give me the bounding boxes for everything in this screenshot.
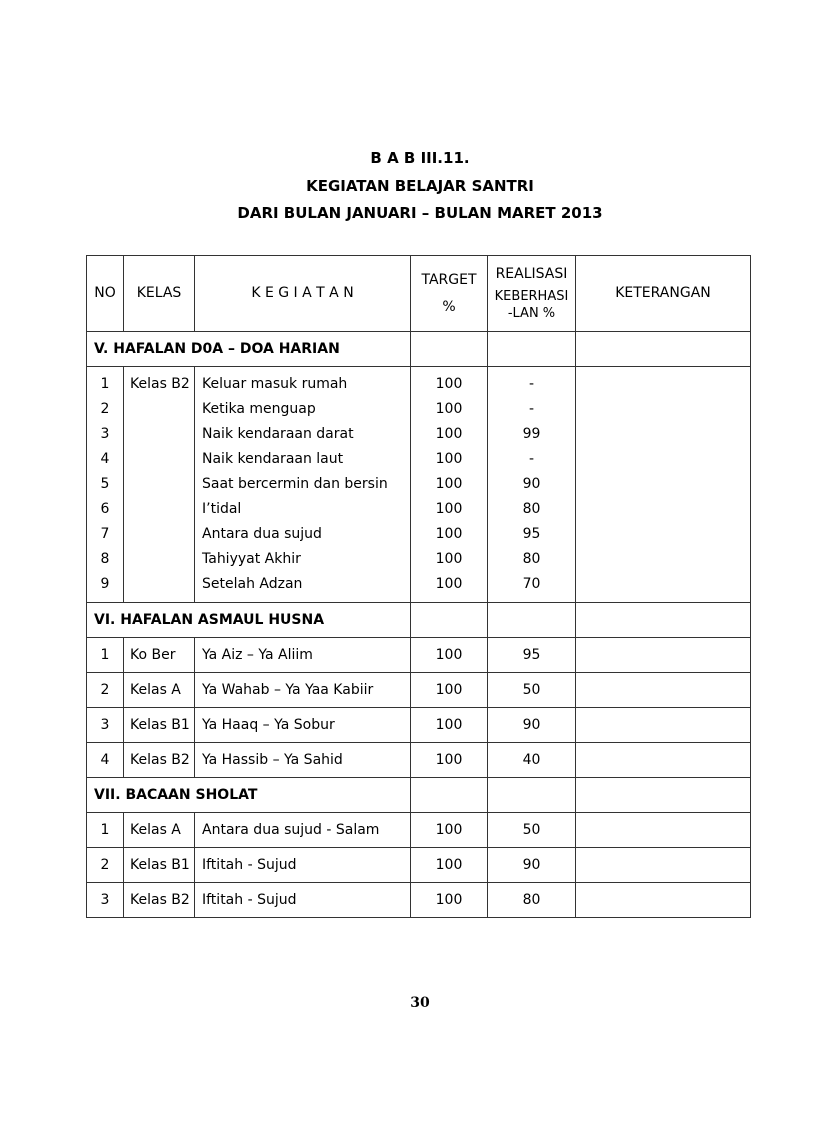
- cell-target: 100: [435, 476, 463, 492]
- cell-kelas: Kelas B1: [124, 848, 195, 883]
- table-row: [87, 708, 751, 743]
- page-number: 30: [410, 995, 430, 1011]
- header-no: NO: [87, 256, 124, 332]
- table-row: [87, 638, 751, 673]
- cell-target: 100: [435, 501, 463, 517]
- cell-target: 100: [435, 426, 463, 442]
- cell-no: 4: [100, 451, 110, 467]
- cell-no: 3: [100, 426, 110, 442]
- no-column: [87, 367, 124, 603]
- cell-no: 1: [87, 813, 124, 848]
- header-target-unit: %: [442, 298, 456, 315]
- cell-keterangan: [576, 638, 751, 673]
- section-title: V. HAFALAN D0A – DOA HARIAN: [87, 332, 411, 367]
- cell-kelas: Kelas A: [124, 673, 195, 708]
- cell-no: 7: [100, 526, 110, 542]
- cell-keterangan: [576, 367, 751, 603]
- cell-kelas: Kelas B1: [124, 708, 195, 743]
- header-realisasi-line2: KEBERHASI: [494, 288, 569, 304]
- cell-target: 100: [411, 673, 488, 708]
- cell-kegiatan: Setelah Adzan: [202, 576, 303, 592]
- cell-realisasi: 90: [488, 708, 576, 743]
- cell-kelas: Kelas B2: [124, 883, 195, 918]
- cell-no: 4: [87, 743, 124, 778]
- cell-realisasi: 95: [522, 526, 541, 542]
- empty-cell: [411, 603, 488, 638]
- header-target: [411, 256, 488, 332]
- cell-kelas: Kelas A: [124, 813, 195, 848]
- cell-realisasi: 80: [522, 501, 541, 517]
- cell-kelas: Kelas B2: [124, 743, 195, 778]
- cell-target: 100: [411, 883, 488, 918]
- cell-target: 100: [435, 551, 463, 567]
- cell-kegiatan: Ya Wahab – Ya Yaa Kabiir: [195, 673, 411, 708]
- cell-realisasi: 50: [488, 673, 576, 708]
- cell-kegiatan: Naik kendaraan laut: [202, 451, 344, 467]
- cell-kegiatan: Ya Haaq – Ya Sobur: [195, 708, 411, 743]
- cell-no: 3: [87, 883, 124, 918]
- cell-kegiatan: Iftitah - Sujud: [195, 883, 411, 918]
- cell-no: 2: [87, 673, 124, 708]
- cell-no: 5: [100, 476, 110, 492]
- cell-target: 100: [411, 813, 488, 848]
- cell-realisasi: 90: [488, 848, 576, 883]
- cell-kegiatan: Tahiyyat Akhir: [202, 551, 301, 567]
- cell-target: 100: [411, 743, 488, 778]
- cell-kegiatan: Naik kendaraan darat: [202, 426, 354, 442]
- cell-target: 100: [435, 376, 463, 392]
- cell-kegiatan: Ya Hassib – Ya Sahid: [195, 743, 411, 778]
- chapter-heading: B A B III.11.: [370, 149, 470, 167]
- table-row: [87, 813, 751, 848]
- cell-kegiatan: Saat bercermin dan bersin: [202, 476, 388, 492]
- cell-keterangan: [576, 708, 751, 743]
- cell-realisasi: 40: [488, 743, 576, 778]
- cell-realisasi: -: [528, 401, 535, 417]
- cell-kegiatan: Antara dua sujud: [202, 526, 322, 542]
- section-header-row: [87, 778, 751, 813]
- empty-cell: [488, 778, 576, 813]
- grouped-row: [87, 367, 751, 603]
- empty-cell: [576, 332, 751, 367]
- cell-target: 100: [411, 848, 488, 883]
- empty-cell: [411, 778, 488, 813]
- cell-kegiatan: Iftitah - Sujud: [195, 848, 411, 883]
- cell-no: 1: [87, 638, 124, 673]
- activity-table: [86, 255, 751, 918]
- header-realisasi-line1: REALISASI: [495, 265, 568, 282]
- empty-cell: [576, 603, 751, 638]
- document-title: KEGIATAN BELAJAR SANTRI: [306, 177, 534, 195]
- cell-kegiatan: Ketika menguap: [202, 401, 316, 417]
- cell-realisasi: -: [528, 376, 535, 392]
- header-kegiatan: K E G I A T A N: [195, 256, 411, 332]
- cell-kegiatan: Keluar masuk rumah: [202, 376, 348, 392]
- cell-no: 1: [100, 376, 110, 392]
- cell-realisasi: 80: [522, 551, 541, 567]
- header-target-label: TARGET: [421, 272, 477, 289]
- cell-kegiatan: I’tidal: [202, 501, 242, 517]
- cell-target: 100: [435, 576, 463, 592]
- cell-keterangan: [576, 813, 751, 848]
- cell-realisasi: -: [528, 451, 535, 467]
- cell-no: 2: [87, 848, 124, 883]
- cell-target: 100: [411, 708, 488, 743]
- document-subtitle: DARI BULAN JANUARI – BULAN MARET 2013: [237, 204, 603, 222]
- realisasi-column: [488, 367, 576, 603]
- cell-no: 3: [87, 708, 124, 743]
- section-title: VI. HAFALAN ASMAUL HUSNA: [87, 603, 411, 638]
- section-title: VII. BACAAN SHOLAT: [87, 778, 411, 813]
- header-realisasi: [488, 256, 576, 332]
- kegiatan-column: [195, 367, 411, 603]
- cell-kelas: Kelas B2: [130, 376, 190, 392]
- header-kelas: KELAS: [124, 256, 195, 332]
- target-column: [411, 367, 488, 603]
- table-header-row: [87, 256, 751, 332]
- header-realisasi-line3: -LAN %: [507, 305, 556, 321]
- cell-target: 100: [435, 526, 463, 542]
- table-row: [87, 743, 751, 778]
- cell-kelas: Ko Ber: [124, 638, 195, 673]
- section-header-row: [87, 603, 751, 638]
- cell-no: 8: [100, 551, 110, 567]
- cell-keterangan: [576, 673, 751, 708]
- cell-realisasi: 50: [488, 813, 576, 848]
- cell-realisasi: 90: [522, 476, 541, 492]
- empty-cell: [411, 332, 488, 367]
- empty-cell: [488, 332, 576, 367]
- cell-kegiatan: Antara dua sujud - Salam: [195, 813, 411, 848]
- cell-no: 6: [100, 501, 110, 517]
- cell-no: 2: [100, 401, 110, 417]
- cell-realisasi: 99: [522, 426, 541, 442]
- table-row: [87, 673, 751, 708]
- table-body: [87, 332, 751, 918]
- kelas-column: [124, 367, 195, 603]
- cell-target: 100: [435, 451, 463, 467]
- table-row: [87, 848, 751, 883]
- cell-target: 100: [411, 638, 488, 673]
- cell-realisasi: 80: [488, 883, 576, 918]
- empty-cell: [488, 603, 576, 638]
- cell-keterangan: [576, 883, 751, 918]
- cell-no: 9: [100, 576, 110, 592]
- table-row: [87, 883, 751, 918]
- cell-realisasi: 70: [522, 576, 541, 592]
- header-keterangan: KETERANGAN: [576, 256, 751, 332]
- section-header-row: [87, 332, 751, 367]
- cell-kegiatan: Ya Aiz – Ya Aliim: [195, 638, 411, 673]
- cell-target: 100: [435, 401, 463, 417]
- cell-keterangan: [576, 743, 751, 778]
- empty-cell: [576, 778, 751, 813]
- cell-realisasi: 95: [488, 638, 576, 673]
- cell-keterangan: [576, 848, 751, 883]
